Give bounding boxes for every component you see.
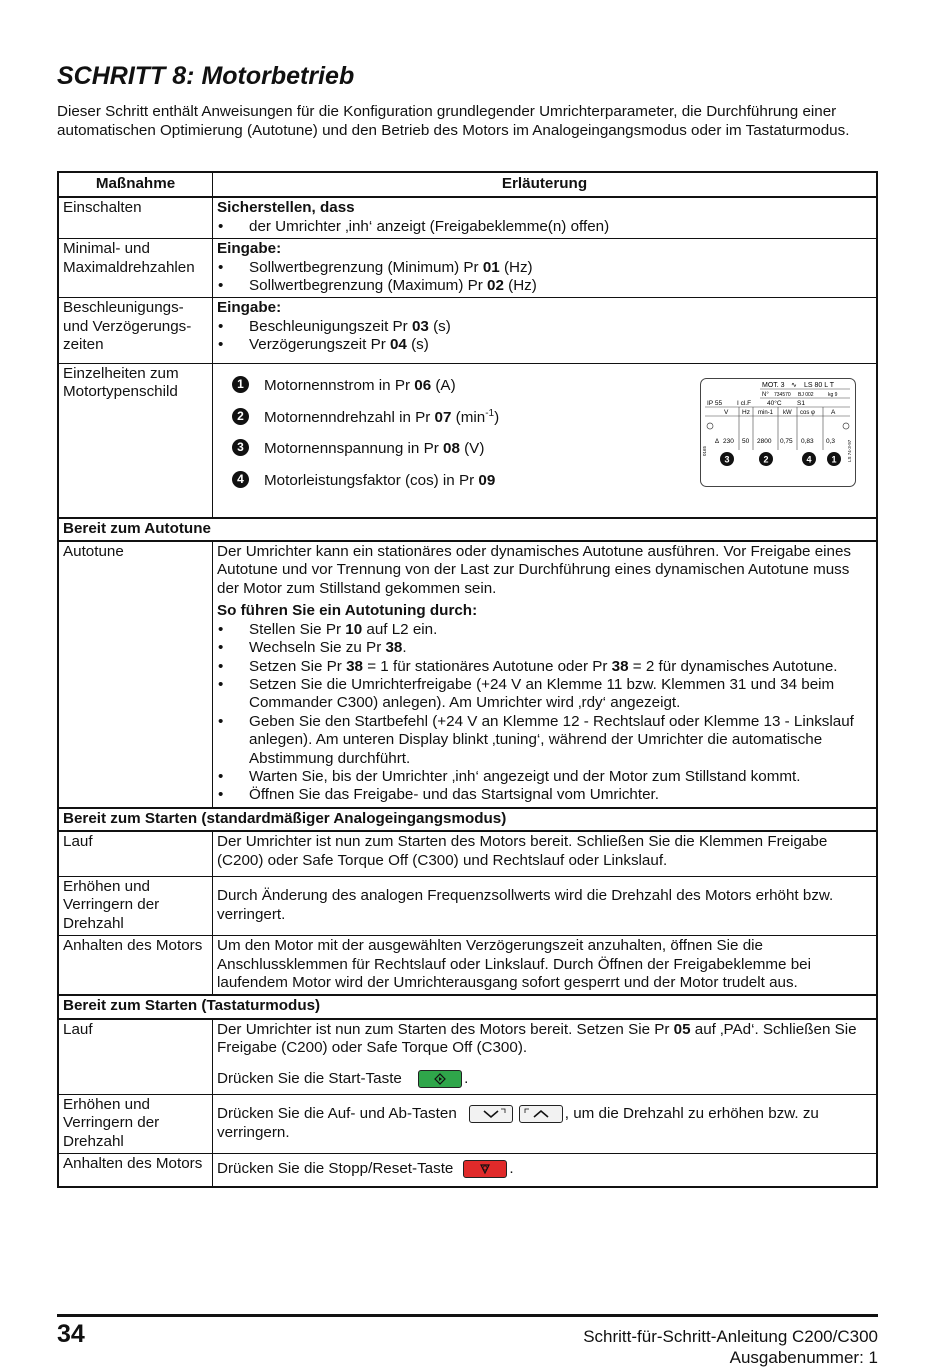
table-row <box>58 1154 877 1187</box>
start-instruction: Drücken Sie die Start-Taste . <box>217 1069 469 1087</box>
plate-h-min: min-1 <box>758 409 774 416</box>
plate-side-left: 0165 <box>702 445 707 456</box>
svg-text:4: 4 <box>806 454 812 465</box>
table-row <box>58 363 877 518</box>
plate-serial-label: N° <box>762 391 769 398</box>
row-label-typenschild: Einzelheiten zum Motortypenschild <box>58 363 213 518</box>
header-measure: Maßnahme <box>58 172 213 197</box>
table-row <box>58 1095 877 1154</box>
list-item: • Stellen Sie Pr 10 auf L2 ein. <box>217 621 872 639</box>
plate-a: 0,3 <box>826 437 836 445</box>
keypad-run-text: Der Umrichter ist nun zum Starten des Motors bereit. Setzen Sie Pr 05 auf ‚PAd‘. Schließen Sie Freigabe (C200) oder Safe Torque Off (C300). <box>217 1020 857 1057</box>
table-row <box>58 831 877 876</box>
row-content <box>213 298 878 363</box>
bullet-list <box>217 318 872 355</box>
list-item: • Setzen Sie die Umrichterfreigabe (+24 V an Klemme 11 bzw. Klemmen 31 und 34 beim Commander C300) anlegen). Am Umrichter wird ‚rdy‘ angezeigt. <box>217 676 872 713</box>
autotune-text: Der Umrichter kann ein stationäres oder dynamisches Autotune ausführen. Vor Freigabe eines Autotune und vor Trennung von der Last zur Durchführung eines dynamischen Autotune muss der Motor zum Stillstand gekommen sein. <box>217 543 852 597</box>
number-badge: 2 <box>232 408 249 425</box>
section-heading-analog: Bereit zum Starten (standardmäßiger Analogeingangsmodus) <box>58 808 877 831</box>
plate-ip: IP 55 <box>707 399 723 407</box>
section-heading-autotune: Bereit zum Autotune <box>58 518 877 541</box>
list-item: • Öffnen Sie das Freigabe- und das Startsignal vom Umrichter. <box>217 786 872 804</box>
table-row <box>58 541 877 808</box>
row-label-rampen: Beschleunigungs- und Verzögerungs-zeiten <box>58 298 213 363</box>
plate-side-right: LS 74-3-97 <box>847 439 852 462</box>
row-label-anhalten-keypad: Anhalten des Motors <box>58 1154 213 1187</box>
list-item: • Beschleunigungszeit Pr 03 (s) <box>217 318 872 336</box>
row-label-lauf: Lauf <box>58 831 213 876</box>
plate-kw: 0,75 <box>780 437 793 445</box>
row-label-drehzahlen: Minimal- und Maximaldrehzahlen <box>58 239 213 298</box>
row-label-drehzahl-keypad: Erhöhen und Verringern der Drehzahl <box>58 1095 213 1154</box>
svg-text:2: 2 <box>763 454 769 465</box>
list-item: 1 Motornennstrom in Pr 06 (A) <box>217 375 872 407</box>
plate-icl: I cl.F <box>737 399 752 407</box>
list-item: 2 Motornenndrehzahl in Pr 07 $(\min^{-1})$ <box>217 407 872 438</box>
list-item: • der Umrichter ‚inh‘ anzeigt (Freigabeklemme(n) offen) <box>217 218 872 236</box>
bullet-list <box>217 621 872 805</box>
plate-h-hz: Hz <box>742 408 750 416</box>
page-number: 34 <box>57 1320 85 1348</box>
plate-rpm: 2800 <box>757 437 772 445</box>
row-content <box>213 197 878 238</box>
start-key-icon <box>418 1070 462 1088</box>
row-content: Drücken Sie die Stopp/Reset-Taste . <box>213 1154 878 1187</box>
row-label-lauf-keypad: Lauf <box>58 1019 213 1095</box>
plate-hz: 50 <box>742 437 750 445</box>
footer-rule <box>57 1314 878 1317</box>
list-item: • Sollwertbegrenzung (Minimum) Pr 01 (Hz) <box>217 259 872 277</box>
section-row <box>58 808 877 831</box>
plate-cos: 0,83 <box>801 437 814 445</box>
footer-info <box>583 1326 878 1368</box>
row-content <box>213 1019 878 1095</box>
row-label-drehzahl: Erhöhen und Verringern der Drehzahl <box>58 876 213 935</box>
svg-text:1: 1 <box>831 454 837 465</box>
row-label-einschalten: Einschalten <box>58 197 213 238</box>
svg-text:3: 3 <box>724 454 730 465</box>
table-row <box>58 239 877 298</box>
table-row <box>58 197 877 238</box>
row-content: Drücken Sie die Auf- und Ab-Tasten , um die Drehzahl zu erhöhen bzw. zu verringern. <box>213 1095 878 1154</box>
page-title: SCHRITT 8: Motorbetrieb <box>57 62 355 90</box>
list-item: • Geben Sie den Startbefehl (+24 V an Klemme 12 - Rechtslauf oder Klemme 13 - Linkslauf anlegen). Am unteren Display blinkt ‚tuning‘, während der Umrichter die automatische Abstimmung durchführt. <box>217 713 872 768</box>
row-content: Durch Änderung des analogen Frequenzsollwerts wird die Drehzahl des Motors erhöht bzw. verringert. <box>213 876 878 935</box>
plate-h-cos: cos φ <box>800 409 815 416</box>
header-explanation: Erläuterung <box>213 172 878 197</box>
row-label-anhalten: Anhalten des Motors <box>58 936 213 996</box>
plate-v: 230 <box>723 437 734 445</box>
plate-model: LS 80 L T <box>804 381 834 389</box>
table-row <box>58 298 877 363</box>
step-table <box>57 171 878 1188</box>
table-row <box>58 876 877 935</box>
table-row <box>58 936 877 996</box>
plate-h-a: A <box>831 408 836 416</box>
row-heading: Eingabe: <box>217 299 282 317</box>
plate-tilde-icon: ∿ <box>791 381 797 389</box>
table-row <box>58 1019 877 1095</box>
list-item: • Setzen Sie Pr 38 = 1 für stationäres Autotune oder Pr 38 = 2 für dynamisches Autotune. <box>217 658 872 676</box>
plate-serial: 734570 <box>774 391 791 398</box>
plate-mot: MOT. 3 <box>762 381 785 389</box>
motor-nameplate-figure <box>700 378 856 487</box>
intro-paragraph: Dieser Schritt enthält Anweisungen für die Konfiguration grundlegender Umrichterparameter, die Durchführung einer automatischen Optimierung (Autotune) und den Betrieb des Motors im Analogeingangsmodus oder im Tastaturmodus. <box>57 103 850 139</box>
plate-bj: BJ 002 <box>798 391 814 398</box>
number-badge: 3 <box>232 439 249 456</box>
list-item: • Sollwertbegrenzung (Maximum) Pr 02 (Hz) <box>217 277 872 295</box>
list-item: • Verzögerungszeit Pr 04 (s) <box>217 336 872 354</box>
section-row <box>58 518 877 541</box>
list-item: • Wechseln Sie zu Pr 38. <box>217 639 872 657</box>
row-content <box>213 363 878 518</box>
number-badge: 4 <box>232 471 249 488</box>
down-key-icon <box>469 1105 513 1123</box>
row-content <box>213 541 878 808</box>
plate-delta: Δ <box>715 438 720 445</box>
footer-issue-number: Ausgabenummer: 1 <box>729 1348 878 1367</box>
row-content: Der Umrichter ist nun zum Starten des Motors bereit. Schließen Sie die Klemmen Freigabe (C200) oder Safe Torque Off (C300) und Rechtslauf oder Linkslauf. <box>213 831 878 876</box>
plate-s1: S1 <box>797 399 805 407</box>
up-key-icon <box>519 1105 563 1123</box>
bullet-list <box>217 218 872 236</box>
row-heading: Eingabe: <box>217 240 282 258</box>
row-label-autotune: Autotune <box>58 541 213 808</box>
row-content: Um den Motor mit der ausgewählten Verzögerungszeit anzuhalten, öffnen Sie die Anschlussklemmen für Rechtslauf oder Linkslauf. Durch Öffnen der Freigabeklemme bei laufendem Motor wird der Umrichterausgang sofort gesperrt und der Motor trudelt aus. <box>213 936 878 996</box>
number-badge: 1 <box>232 376 249 393</box>
row-heading: Sicherstellen, dass <box>217 199 355 217</box>
list-item: 4 Motorleistungsfaktor (cos) in Pr 09 <box>217 470 872 502</box>
table-header-row <box>58 172 877 197</box>
stop-reset-key-icon <box>463 1160 507 1178</box>
row-content <box>213 239 878 298</box>
list-item: 3 Motornennspannung in Pr 08 (V) <box>217 438 872 470</box>
section-row <box>58 995 877 1018</box>
plate-temp: 40°C <box>767 399 782 407</box>
row-heading: So führen Sie ein Autotuning durch: <box>217 602 478 620</box>
bullet-list <box>217 259 872 296</box>
plate-h-kw: kW <box>783 409 792 416</box>
list-item: • Warten Sie, bis der Umrichter ‚inh‘ angezeigt und der Motor zum Stillstand kommt. <box>217 768 872 786</box>
footer-document-title: Schritt-für-Schritt-Anleitung C200/C300 <box>583 1327 878 1346</box>
section-heading-keypad: Bereit zum Starten (Tastaturmodus) <box>58 995 877 1018</box>
plate-h-v: V <box>724 408 729 416</box>
plate-kg: kg 9 <box>828 391 838 398</box>
